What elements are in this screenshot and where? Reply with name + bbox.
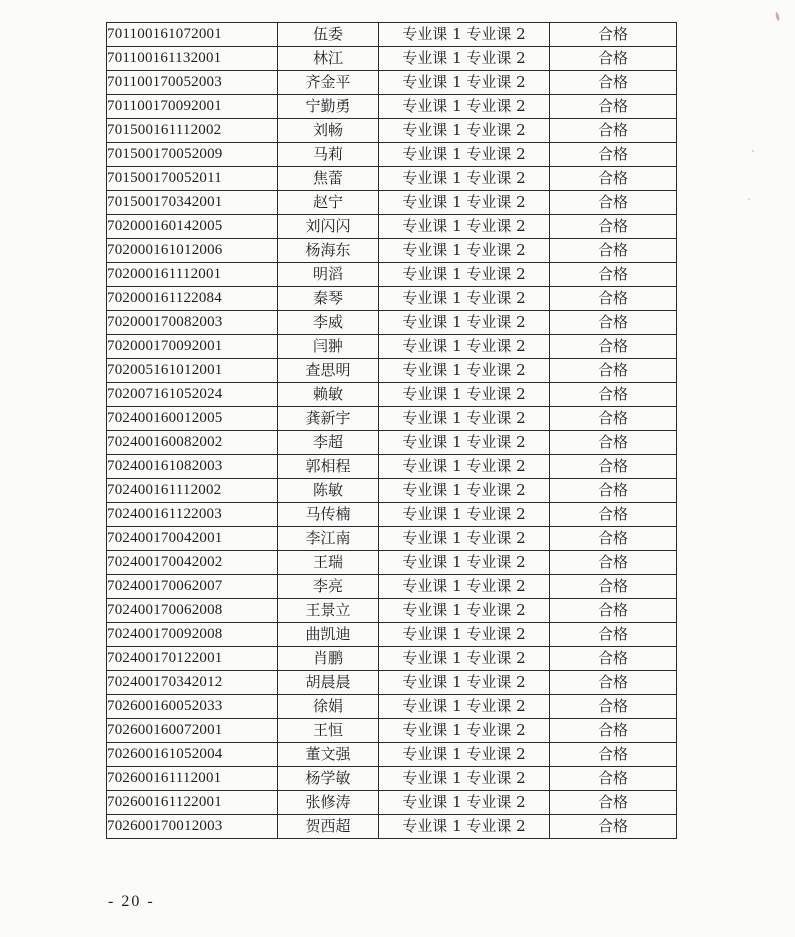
result-cell: 合格 [550,527,677,551]
subjects-cell: 专业课 1 专业课 2 [379,575,550,599]
result-cell: 合格 [550,695,677,719]
name-cell: 赵宁 [278,191,379,215]
subjects-cell: 专业课 1 专业课 2 [379,335,550,359]
table-row [107,599,677,623]
subjects-cell: 专业课 1 专业课 2 [379,119,550,143]
subjects-cell: 专业课 1 专业课 2 [379,599,550,623]
name-cell: 刘闪闪 [278,215,379,239]
subjects-cell: 专业课 1 专业课 2 [379,143,550,167]
candidate-id-cell: 702400161082003 [107,455,278,479]
result-cell: 合格 [550,119,677,143]
subjects-cell: 专业课 1 专业课 2 [379,503,550,527]
result-cell: 合格 [550,47,677,71]
candidate-id-cell: 701100161132001 [107,47,278,71]
name-cell: 郭相程 [278,455,379,479]
table-row [107,767,677,791]
result-cell: 合格 [550,767,677,791]
candidate-id-cell: 702400160012005 [107,407,278,431]
subjects-cell: 专业课 1 专业课 2 [379,743,550,767]
result-cell: 合格 [550,71,677,95]
candidate-id-cell: 702400170062008 [107,599,278,623]
name-cell: 赖敏 [278,383,379,407]
table-row [107,359,677,383]
table-row [107,695,677,719]
result-cell: 合格 [550,287,677,311]
table-row [107,815,677,839]
table-row [107,671,677,695]
table-row [107,647,677,671]
candidate-id-cell: 702600160072001 [107,719,278,743]
result-cell: 合格 [550,431,677,455]
subjects-cell: 专业课 1 专业课 2 [379,407,550,431]
subjects-cell: 专业课 1 专业课 2 [379,623,550,647]
name-cell: 曲凯迪 [278,623,379,647]
name-cell: 王瑞 [278,551,379,575]
result-cell: 合格 [550,383,677,407]
table-row [107,455,677,479]
table-row [107,383,677,407]
candidate-id-cell: 702400160082002 [107,431,278,455]
result-cell: 合格 [550,23,677,47]
candidate-id-cell: 702000170082003 [107,311,278,335]
name-cell: 胡晨晨 [278,671,379,695]
name-cell: 李亮 [278,575,379,599]
candidate-id-cell: 702600170012003 [107,815,278,839]
candidate-id-cell: 702400170062007 [107,575,278,599]
result-cell: 合格 [550,503,677,527]
subjects-cell: 专业课 1 专业课 2 [379,71,550,95]
name-cell: 董文强 [278,743,379,767]
name-cell: 查思明 [278,359,379,383]
ink-mark [775,12,780,21]
name-cell: 马莉 [278,143,379,167]
name-cell: 王景立 [278,599,379,623]
table-row [107,167,677,191]
result-cell: 合格 [550,815,677,839]
table-row [107,335,677,359]
name-cell: 陈敏 [278,479,379,503]
name-cell: 杨海东 [278,239,379,263]
result-cell: 合格 [550,167,677,191]
name-cell: 宁勤勇 [278,95,379,119]
result-cell: 合格 [550,647,677,671]
candidate-id-cell: 702400170122001 [107,647,278,671]
name-cell: 徐娟 [278,695,379,719]
subjects-cell: 专业课 1 专业课 2 [379,95,550,119]
name-cell: 贺西超 [278,815,379,839]
result-cell: 合格 [550,743,677,767]
candidate-id-cell: 702400161122003 [107,503,278,527]
name-cell: 闫翀 [278,335,379,359]
result-cell: 合格 [550,599,677,623]
candidate-id-cell: 702000161122084 [107,287,278,311]
table-row [107,215,677,239]
table-row [107,551,677,575]
candidate-id-cell: 702400170342012 [107,671,278,695]
result-cell: 合格 [550,263,677,287]
candidate-id-cell: 702600161112001 [107,767,278,791]
subjects-cell: 专业课 1 专业课 2 [379,527,550,551]
result-cell: 合格 [550,479,677,503]
result-cell: 合格 [550,455,677,479]
subjects-cell: 专业课 1 专业课 2 [379,455,550,479]
results-table-body [107,23,677,839]
subjects-cell: 专业课 1 专业课 2 [379,167,550,191]
candidate-id-cell: 702000170092001 [107,335,278,359]
page-number: - 20 - [108,893,155,910]
name-cell: 刘畅 [278,119,379,143]
result-cell: 合格 [550,191,677,215]
table-row [107,119,677,143]
table-row [107,407,677,431]
subjects-cell: 专业课 1 专业课 2 [379,311,550,335]
candidate-id-cell: 702400170042002 [107,551,278,575]
name-cell: 秦琴 [278,287,379,311]
candidate-id-cell: 702400170042001 [107,527,278,551]
candidate-id-cell: 701500170342001 [107,191,278,215]
subjects-cell: 专业课 1 专业课 2 [379,287,550,311]
table-row [107,743,677,767]
name-cell: 张修涛 [278,791,379,815]
name-cell: 林江 [278,47,379,71]
result-cell: 合格 [550,335,677,359]
subjects-cell: 专业课 1 专业课 2 [379,239,550,263]
table-row [107,431,677,455]
subjects-cell: 专业课 1 专业课 2 [379,791,550,815]
name-cell: 肖鹏 [278,647,379,671]
table-row [107,575,677,599]
result-cell: 合格 [550,359,677,383]
results-table [106,22,677,839]
result-cell: 合格 [550,575,677,599]
candidate-id-cell: 702000161012006 [107,239,278,263]
subjects-cell: 专业课 1 专业课 2 [379,383,550,407]
table-row [107,71,677,95]
table-row [107,719,677,743]
table-row [107,479,677,503]
name-cell: 马传楠 [278,503,379,527]
result-cell: 合格 [550,671,677,695]
candidate-id-cell: 702007161052024 [107,383,278,407]
candidate-id-cell: 702000161112001 [107,263,278,287]
table-row [107,623,677,647]
result-cell: 合格 [550,791,677,815]
speck [752,150,754,152]
table-row [107,263,677,287]
table-row [107,503,677,527]
candidate-id-cell: 701100161072001 [107,23,278,47]
subjects-cell: 专业课 1 专业课 2 [379,767,550,791]
table-row [107,311,677,335]
candidate-id-cell: 702000160142005 [107,215,278,239]
result-cell: 合格 [550,215,677,239]
name-cell: 李超 [278,431,379,455]
candidate-id-cell: 702600160052033 [107,695,278,719]
result-cell: 合格 [550,623,677,647]
candidate-id-cell: 701500170052009 [107,143,278,167]
name-cell: 杨学敏 [278,767,379,791]
candidate-id-cell: 701500161112002 [107,119,278,143]
table-row [107,23,677,47]
subjects-cell: 专业课 1 专业课 2 [379,23,550,47]
name-cell: 龚新宇 [278,407,379,431]
name-cell: 齐金平 [278,71,379,95]
subjects-cell: 专业课 1 专业课 2 [379,671,550,695]
subjects-cell: 专业课 1 专业课 2 [379,815,550,839]
subjects-cell: 专业课 1 专业课 2 [379,431,550,455]
subjects-cell: 专业课 1 专业课 2 [379,263,550,287]
name-cell: 焦蕾 [278,167,379,191]
candidate-id-cell: 702600161052004 [107,743,278,767]
table-row [107,287,677,311]
subjects-cell: 专业课 1 专业课 2 [379,215,550,239]
result-cell: 合格 [550,95,677,119]
subjects-cell: 专业课 1 专业课 2 [379,551,550,575]
candidate-id-cell: 702400161112002 [107,479,278,503]
subjects-cell: 专业课 1 专业课 2 [379,191,550,215]
name-cell: 王恒 [278,719,379,743]
table-row [107,95,677,119]
subjects-cell: 专业课 1 专业课 2 [379,647,550,671]
table-row [107,47,677,71]
subjects-cell: 专业课 1 专业课 2 [379,479,550,503]
candidate-id-cell: 701100170052003 [107,71,278,95]
result-cell: 合格 [550,311,677,335]
speck [748,198,750,200]
name-cell: 李威 [278,311,379,335]
result-cell: 合格 [550,551,677,575]
name-cell: 李江南 [278,527,379,551]
result-cell: 合格 [550,407,677,431]
result-cell: 合格 [550,239,677,263]
result-cell: 合格 [550,143,677,167]
candidate-id-cell: 701100170092001 [107,95,278,119]
subjects-cell: 专业课 1 专业课 2 [379,47,550,71]
candidate-id-cell: 702400170092008 [107,623,278,647]
subjects-cell: 专业课 1 专业课 2 [379,719,550,743]
table-row [107,191,677,215]
result-cell: 合格 [550,719,677,743]
candidate-id-cell: 702005161012001 [107,359,278,383]
candidate-id-cell: 702600161122001 [107,791,278,815]
subjects-cell: 专业课 1 专业课 2 [379,695,550,719]
table-row [107,143,677,167]
subjects-cell: 专业课 1 专业课 2 [379,359,550,383]
table-row [107,527,677,551]
table-row [107,239,677,263]
table-row [107,791,677,815]
candidate-id-cell: 701500170052011 [107,167,278,191]
name-cell: 伍委 [278,23,379,47]
name-cell: 明滔 [278,263,379,287]
